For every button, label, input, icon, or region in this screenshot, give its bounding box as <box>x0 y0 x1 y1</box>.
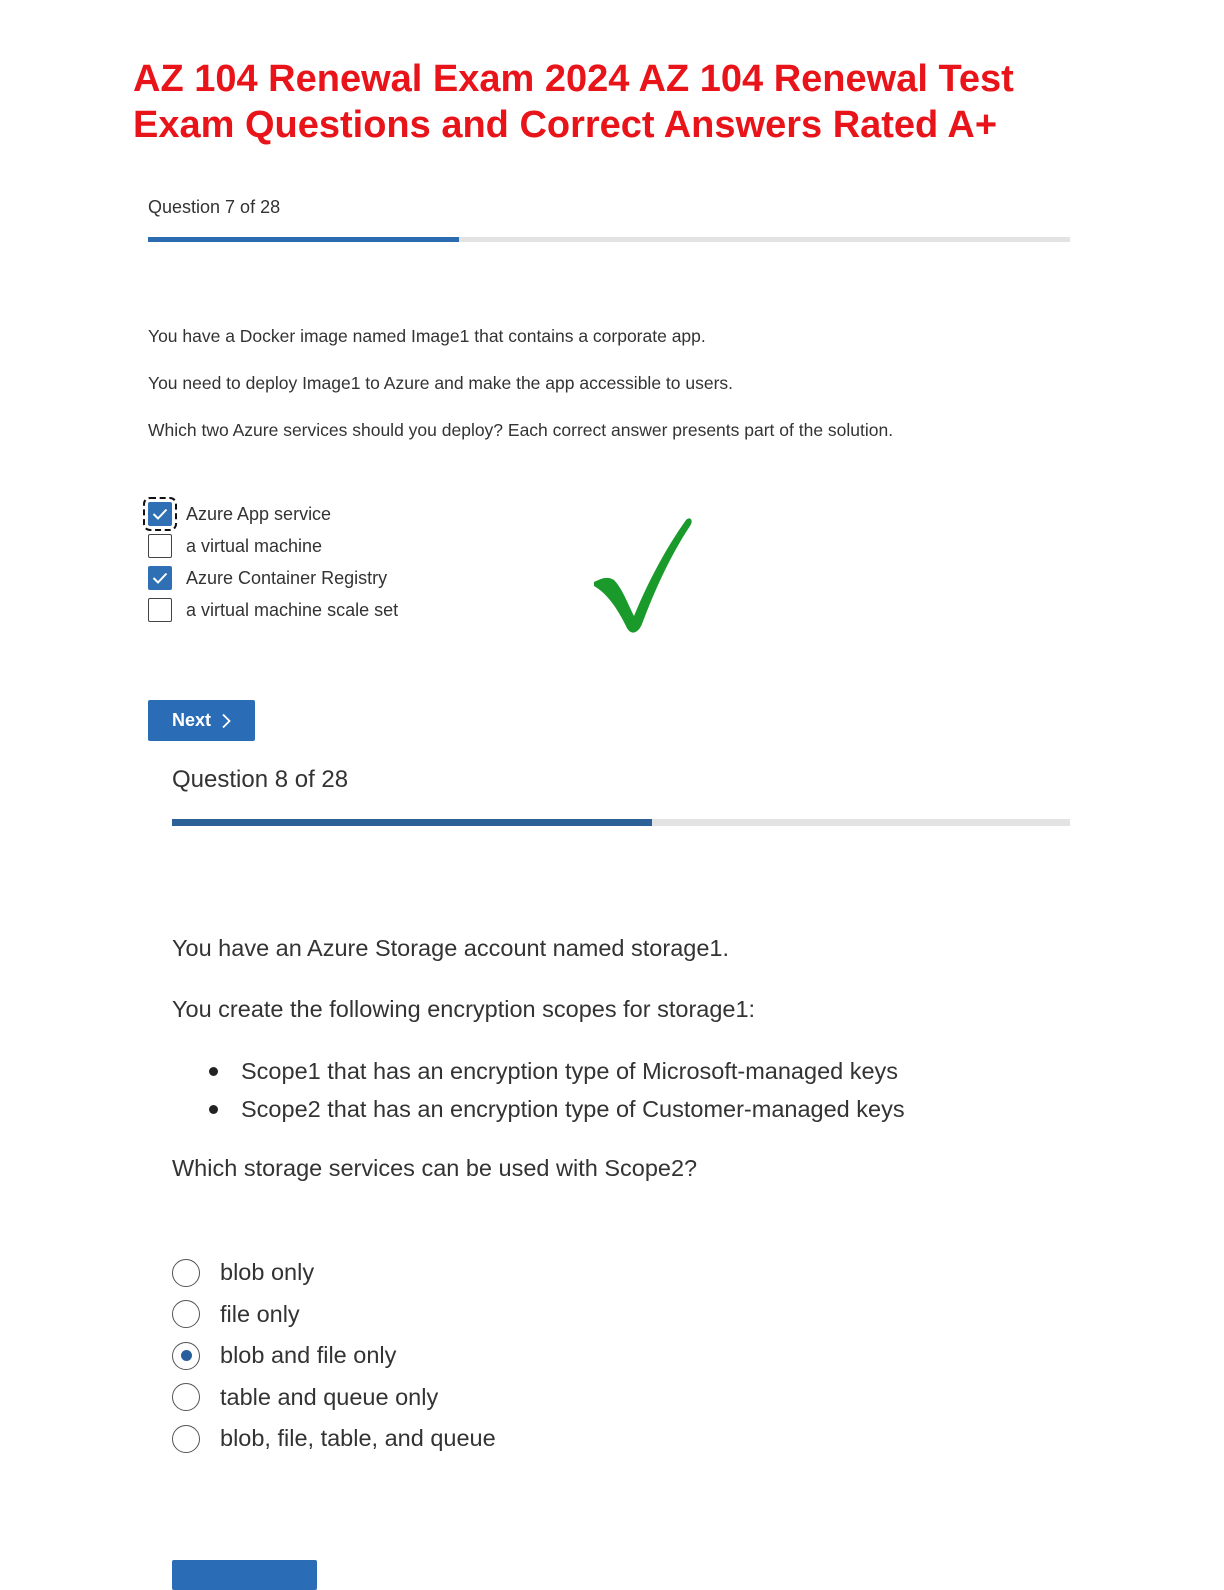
option-blob-only[interactable] <box>172 1252 496 1294</box>
option-label: a virtual machine scale set <box>186 599 399 620</box>
document-title-line-2: Exam Questions and Correct Answers Rated A+ <box>133 104 998 146</box>
document-title <box>133 56 1093 148</box>
question-8-prompt: Which storage services can be used with Scope2? <box>172 1155 698 1181</box>
checkbox-virtual-machine-scale-set[interactable] <box>148 598 172 622</box>
next-button-partial[interactable] <box>172 1560 317 1590</box>
option-label: table and queue only <box>220 1383 439 1410</box>
radio-blob-file-table-queue[interactable] <box>172 1425 200 1453</box>
checkbox-azure-app-service[interactable] <box>148 502 172 526</box>
radio-table-and-queue-only[interactable] <box>172 1383 200 1411</box>
option-table-and-queue-only[interactable] <box>172 1377 496 1419</box>
check-icon <box>152 572 168 584</box>
question-7-counter: Question 7 of 28 <box>148 197 281 217</box>
option-file-only[interactable] <box>172 1294 496 1336</box>
next-button-label: Next <box>171 710 211 730</box>
question-7-prompt: Which two Azure services should you deploy? Each correct answer presents part of the solution. <box>148 420 894 440</box>
question-8-counter: Question 8 of 28 <box>172 766 349 793</box>
option-azure-container-registry[interactable] <box>148 562 398 594</box>
next-button[interactable] <box>148 700 255 741</box>
option-label: file only <box>220 1300 300 1327</box>
radio-file-only[interactable] <box>172 1300 200 1328</box>
list-item: Scope1 that has an encryption type of Microsoft-managed keys <box>172 1052 905 1090</box>
option-label: blob, file, table, and queue <box>220 1425 496 1452</box>
question-8-progress-bar <box>172 819 1070 826</box>
radio-selected-dot <box>181 1350 192 1361</box>
radio-blob-and-file-only[interactable] <box>172 1342 200 1370</box>
correct-answer-checkmark-icon <box>586 512 696 637</box>
document-title-line-1: AZ 104 Renewal Exam 2024 AZ 104 Renewal Test <box>133 58 1014 100</box>
question-8-paragraph: You have an Azure Storage account named storage1. <box>172 935 730 961</box>
question-7-progress-fill <box>148 237 459 242</box>
checkbox-azure-container-registry[interactable] <box>148 566 172 590</box>
encryption-scopes-list <box>172 1052 905 1128</box>
question-7-options <box>148 498 398 626</box>
question-7-paragraph: You need to deploy Image1 to Azure and make the app accessible to users. <box>148 373 734 393</box>
question-7-paragraph: You have a Docker image named Image1 that contains a corporate app. <box>148 326 706 346</box>
option-label: a virtual machine <box>186 535 323 556</box>
list-item: Scope2 that has an encryption type of Customer-managed keys <box>172 1090 905 1128</box>
question-8-progress-fill <box>172 819 652 826</box>
question-8-paragraph: You create the following encryption scopes for storage1: <box>172 996 756 1022</box>
checkbox-virtual-machine[interactable] <box>148 534 172 558</box>
option-blob-and-file-only[interactable] <box>172 1335 496 1377</box>
option-blob-file-table-queue[interactable] <box>172 1418 496 1460</box>
question-7-progress-bar <box>148 237 1070 242</box>
option-label: blob and file only <box>220 1342 397 1369</box>
option-virtual-machine[interactable] <box>148 530 398 562</box>
chevron-right-icon <box>221 713 231 729</box>
option-label: Azure App service <box>186 503 332 524</box>
option-label: Azure Container Registry <box>186 567 388 588</box>
check-icon <box>152 508 168 520</box>
radio-blob-only[interactable] <box>172 1259 200 1287</box>
option-virtual-machine-scale-set[interactable] <box>148 594 398 626</box>
option-label: blob only <box>220 1259 315 1286</box>
option-azure-app-service[interactable] <box>148 498 398 530</box>
question-8-options <box>172 1252 496 1460</box>
